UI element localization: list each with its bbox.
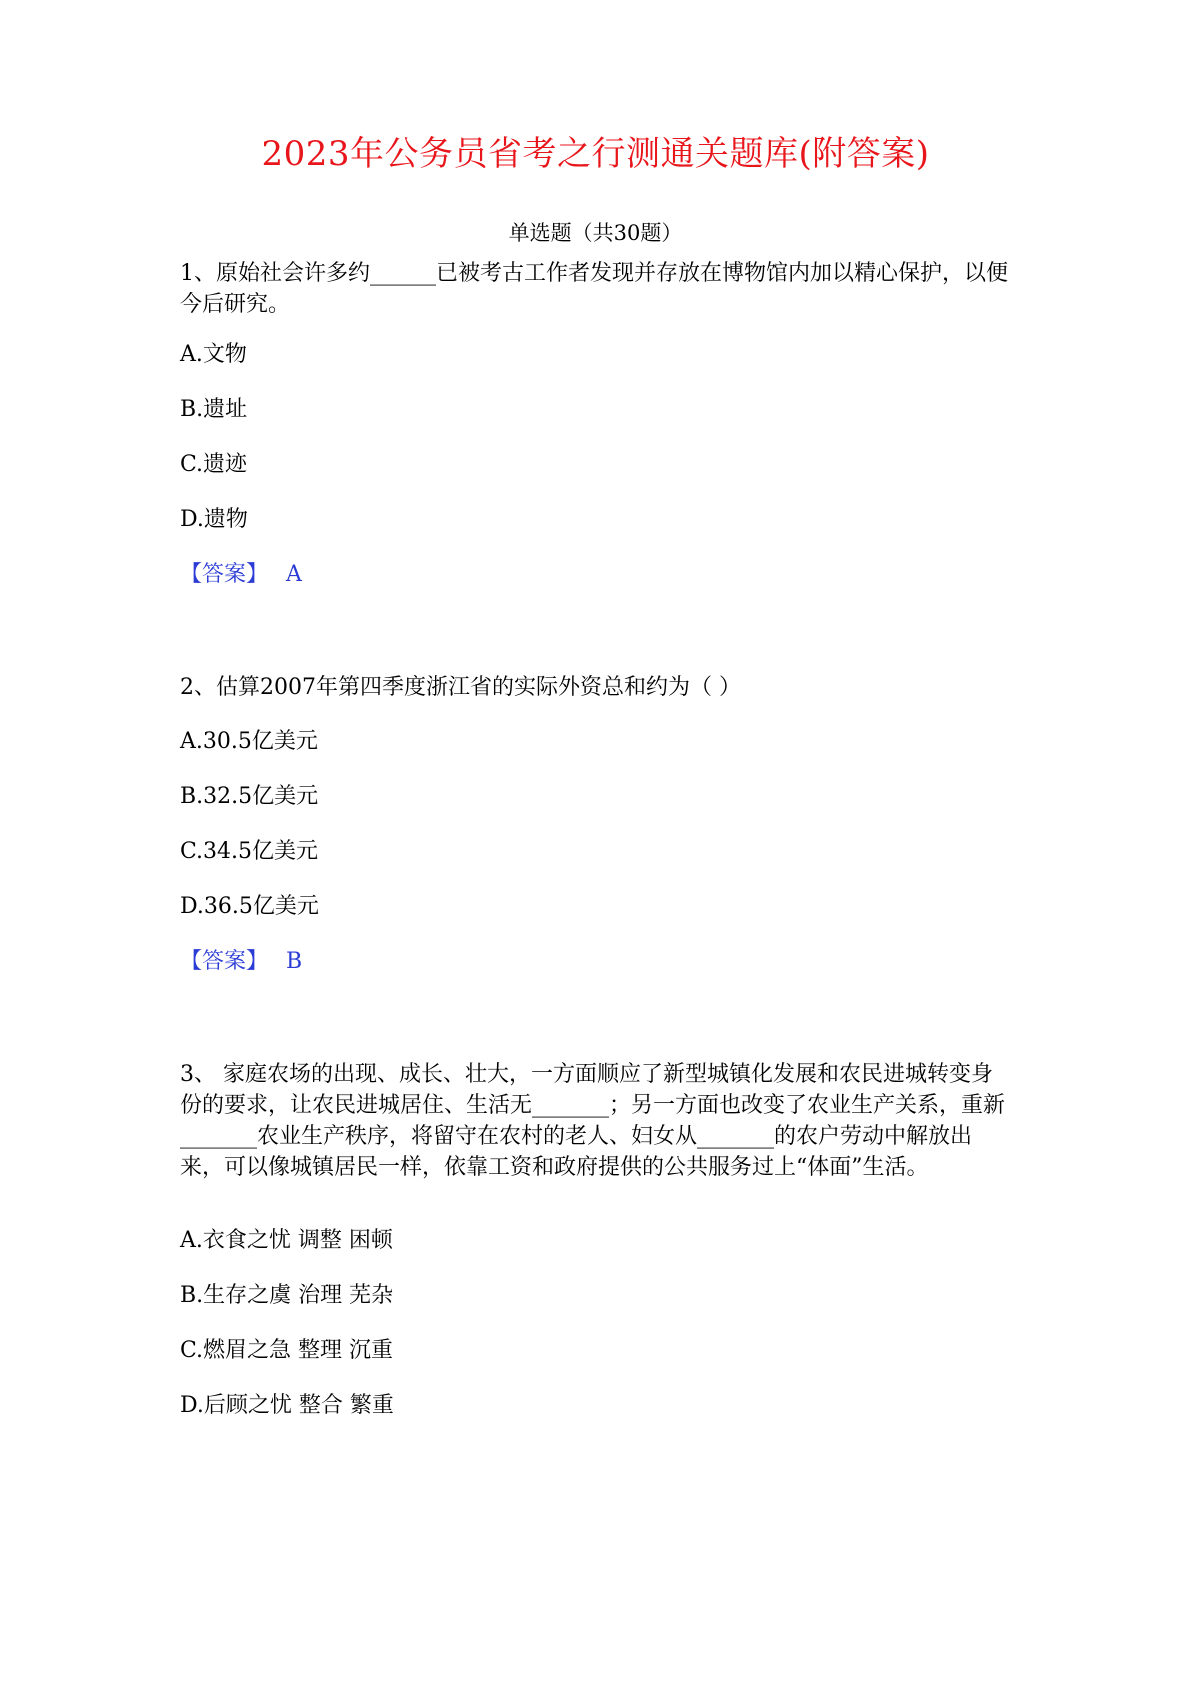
question-2-answer xyxy=(180,947,302,977)
answer-value: B xyxy=(286,949,303,974)
question-3-option-d: D.后顾之忧 整合 繁重 xyxy=(180,1393,394,1418)
question-2-option-a: A.30.5亿美元 xyxy=(180,729,318,754)
answer-label: 【答案】 xyxy=(180,949,269,974)
question-1-answer xyxy=(180,560,302,590)
answer-label: 【答案】 xyxy=(180,562,269,587)
question-3-stem: 3、 家庭农场的出现、成长、壮大，一方面顺应了新型城镇化发展和农民进城转变身份的要求，让农民进城居住、生活无_______；另一方面也改变了农业生产关系，重新_______农业生产秩序，将留守在农村的老人、妇女从_______的农户劳动中解放出来，可以像城镇居民一样，依靠工资和政府提供的公共服务过上“体面”生活。 xyxy=(180,1062,1006,1180)
question-3-option-a: A.衣食之忧 调整 困顿 xyxy=(180,1228,393,1253)
question-2-option-c: C.34.5亿美元 xyxy=(180,839,319,864)
question-1-stem: 1、原始社会许多约______已被考古工作者发现并存放在博物馆内加以精心保护，以便今后研究。 xyxy=(180,261,1008,317)
document-title: 2023年公务员省考之行测通关题库(附答案) xyxy=(261,134,930,174)
question-2-option-b: B.32.5亿美元 xyxy=(180,784,319,809)
question-2-stem: 2、估算2007年第四季度浙江省的实际外资总和约为（ ） xyxy=(180,675,741,700)
question-1-option-d: D.遗物 xyxy=(180,507,248,532)
question-1-option-b: B.遗址 xyxy=(180,397,248,422)
section-heading: 单选题（共30题） xyxy=(508,221,683,245)
question-3-option-b: B.生存之虞 治理 芜杂 xyxy=(180,1283,394,1308)
answer-value: A xyxy=(286,562,302,587)
question-2-option-d: D.36.5亿美元 xyxy=(180,894,319,919)
question-1-option-a: A.文物 xyxy=(180,342,247,367)
question-3-option-c: C.燃眉之急 整理 沉重 xyxy=(180,1338,394,1363)
question-1-option-c: C.遗迹 xyxy=(180,452,248,477)
